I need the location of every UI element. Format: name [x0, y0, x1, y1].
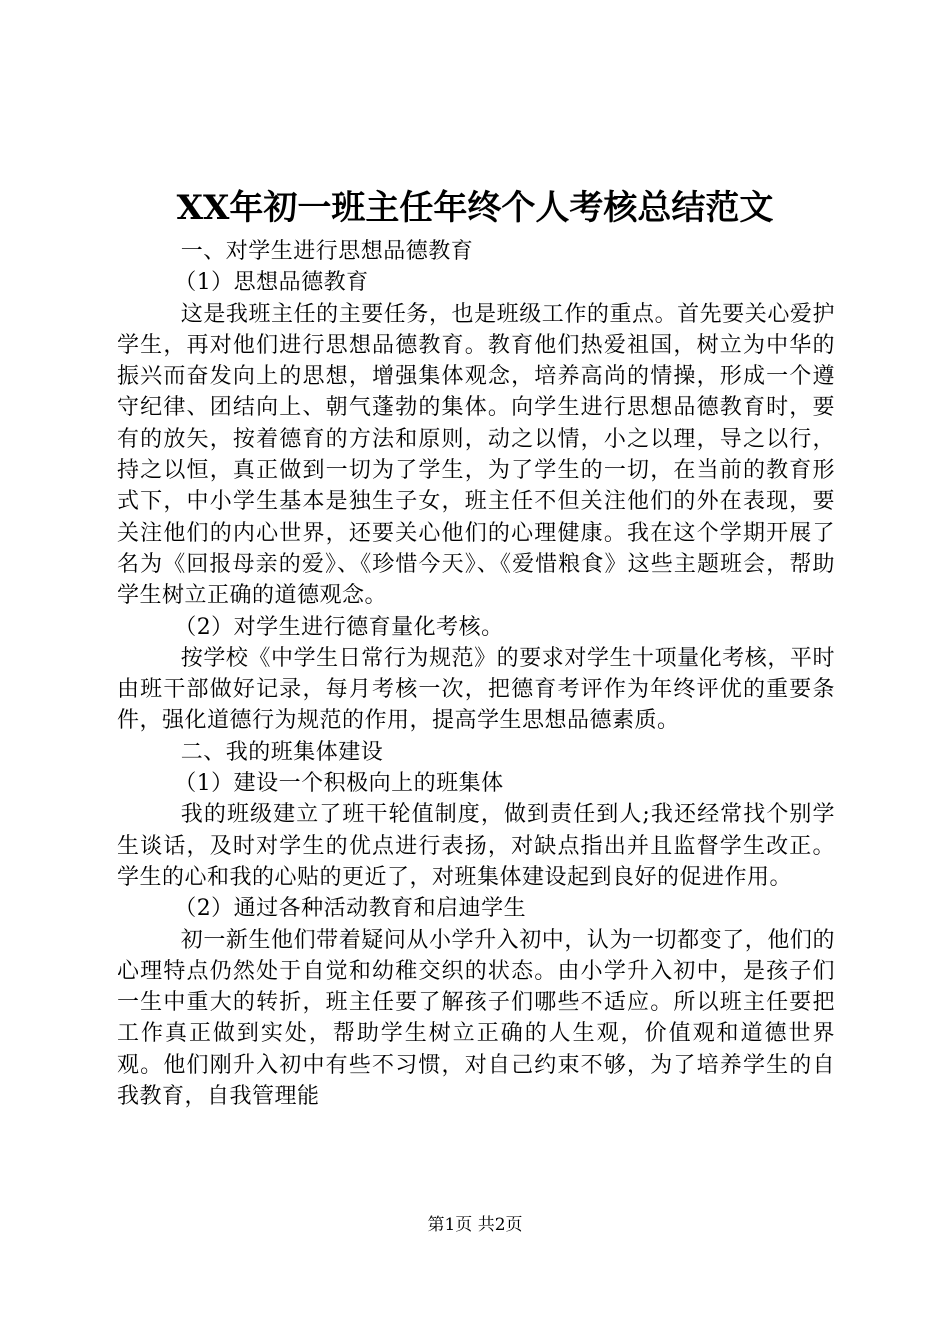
body-paragraph: 我的班级建立了班干轮值制度，做到责任到人;我还经常找个别学生谈话，及时对学生的优点进行表扬，对缺点指出并且监督学生改正。学生的心和我的心贴的更近了，对班集体建设起到良好的促进作用。: [117, 802, 835, 890]
body-paragraph: 初一新生他们带着疑问从小学升入初中，认为一切都变了，他们的心理特点仍然处于自觉和幼稚交织的状态。由小学升入初中，是孩子们一生中重大的转折，班主任要了解孩子们哪些不适应。所以班主任要把工作真正做到实处，帮助学生树立正确的人生观，价值观和道德世界观。他们刚升入初中有些不习惯，对自己约束不够，为了培养学生的自我教育，自我管理能: [117, 927, 835, 1110]
section-heading: 二、我的班集体建设: [180, 739, 384, 765]
subsection-heading: （1）思想品德教育: [174, 270, 369, 296]
subsection-heading: （2）通过各种活动教育和启迪学生: [174, 896, 527, 922]
document-body: [117, 236, 835, 1112]
subsection-heading: （1）建设一个积极向上的班集体: [174, 771, 504, 797]
body-paragraph: 按学校《中学生日常行为规范》的要求对学生十项量化考核，平时由班干部做好记录，每月考核一次，把德育考评作为年终评优的重要条件，强化道德行为规范的作用，提高学生思想品德素质。: [117, 645, 835, 734]
subsection-heading: （2）对学生进行德育量化考核。: [174, 614, 504, 640]
section-heading: 一、对学生进行思想品德教育: [180, 239, 474, 264]
body-paragraph: 这是我班主任的主要任务，也是班级工作的重点。首先要关心爱护学生，再对他们进行思想品德教育。教育他们热爱祖国，树立为中华的振兴而奋发向上的思想，增强集体观念，培养高尚的情操，形成一个遵守纪律、团结向上、朝气蓬勃的集体。向学生进行思想品德教育时，要有的放矢，按着德育的方法和原则，动之以情，小之以理，导之以行，持之以恒，真正做到一切为了学生，为了学生的一切，在当前的教育形式下，中小学生基本是独生子女，班主任不但关注他们的外在表现，要关注他们的内心世界，还要关心他们的心理健康。我在这个学期开展了名为《回报母亲的爱》、《珍惜今天》、《爱惜粮食》这些主题班会，帮助学生树立正确的道德观念。: [117, 301, 835, 609]
page-footer: 第1页 共2页: [427, 1215, 523, 1235]
document-title: XX年初一班主任年终个人考核总结范文: [176, 188, 774, 228]
